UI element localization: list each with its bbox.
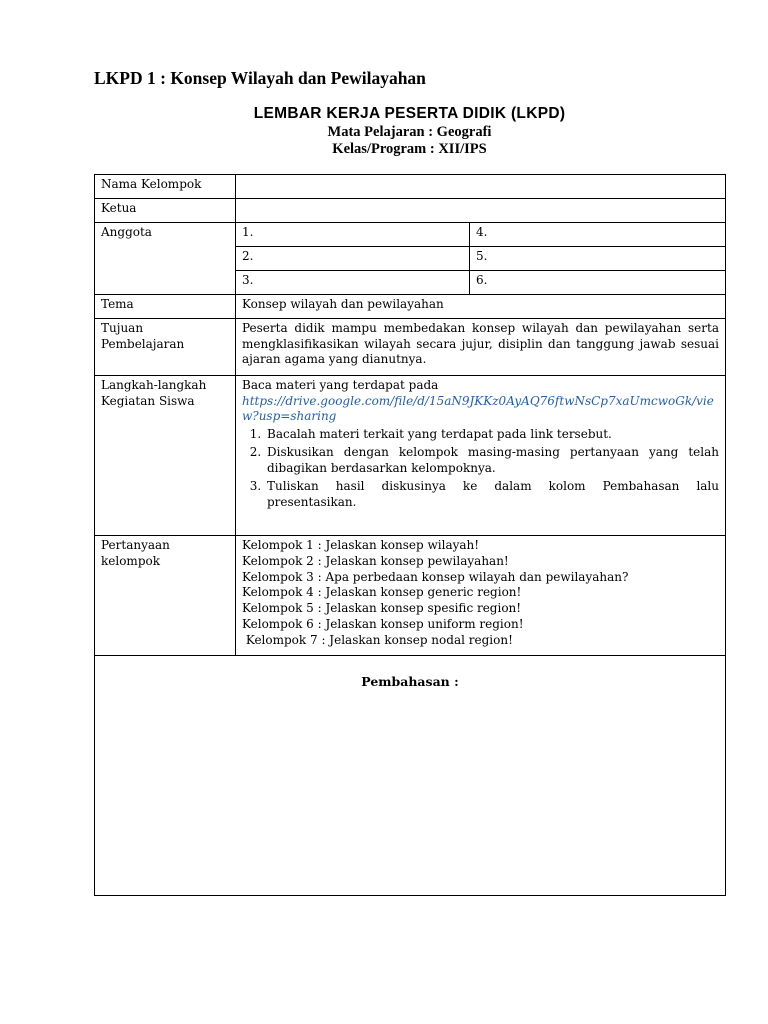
table-row bbox=[95, 536, 726, 656]
tema-value: Konsep wilayah dan pewilayahan bbox=[236, 295, 726, 319]
tema-label: Tema bbox=[95, 295, 236, 319]
class-line: Kelas/Program : XII/IPS bbox=[332, 141, 487, 157]
list-item: 2. Diskusikan dengan kelompok masing-masing pertanyaan yang telah dibagikan berdasarkan kelompoknya. bbox=[265, 445, 719, 476]
anggota-slot-1[interactable]: 1. bbox=[236, 223, 470, 247]
anggota-label: Anggota bbox=[95, 223, 236, 295]
list-item: 1. Bacalah materi terkait yang terdapat pada link tersebut. bbox=[265, 427, 719, 443]
ketua-label: Ketua bbox=[95, 199, 236, 223]
anggota-slot-3[interactable]: 3. bbox=[236, 271, 470, 295]
table-row bbox=[95, 175, 726, 199]
anggota-slot-2[interactable]: 2. bbox=[236, 247, 470, 271]
pembahasan-title: Pembahasan : bbox=[361, 674, 459, 689]
pembahasan-cell[interactable] bbox=[95, 656, 726, 896]
anggota-slot-6[interactable]: 6. bbox=[470, 271, 726, 295]
materi-link[interactable]: https://drive.google.com/file/d/15aN9JKKz0AyAQ76ftwNsCp7xaUmcwoGk/view?usp=sharing bbox=[242, 393, 714, 423]
worksheet-table bbox=[94, 174, 726, 896]
question-item: Kelompok 5 : Jelaskan konsep spesific region! bbox=[242, 601, 522, 616]
question-item: Kelompok 6 : Jelaskan konsep uniform region! bbox=[242, 616, 524, 631]
table-row bbox=[95, 376, 726, 536]
table-row bbox=[95, 223, 726, 247]
tujuan-value: Peserta didik mampu membedakan konsep wilayah dan pewilayahan serta mengklasifikasikan wilayah secara jujur, disiplin dan tanggung jawab sesuai ajaran agama yang dianutnya. bbox=[236, 319, 726, 376]
anggota-slot-4[interactable]: 4. bbox=[470, 223, 726, 247]
question-item: Kelompok 1 : Jelaskan konsep wilayah! bbox=[242, 538, 480, 552]
question-item: Kelompok 4 : Jelaskan konsep generic region! bbox=[242, 585, 522, 600]
subject-line: Mata Pelajaran : Geografi bbox=[327, 124, 492, 140]
table-row bbox=[95, 319, 726, 376]
nama-kelompok-field[interactable] bbox=[236, 175, 726, 199]
anggota-slot-5[interactable]: 5. bbox=[470, 247, 726, 271]
tujuan-label: Tujuan Pembelajaran bbox=[95, 319, 236, 376]
pertanyaan-cell bbox=[236, 536, 726, 656]
table-row bbox=[95, 199, 726, 223]
title-block bbox=[94, 104, 725, 158]
langkah-label: Langkah-langkah Kegiatan Siswa bbox=[95, 376, 236, 536]
table-row bbox=[95, 656, 726, 896]
nama-kelompok-label: Nama Kelompok bbox=[95, 175, 236, 199]
question-item: Kelompok 3 : Apa perbedaan konsep wilayah dan pewilayahan? bbox=[242, 569, 629, 584]
langkah-cell bbox=[236, 376, 726, 536]
list-item: 3. Tuliskan hasil diskusinya ke dalam kolom Pembahasan lalu presentasikan. bbox=[265, 479, 719, 510]
table-row bbox=[95, 295, 726, 319]
question-item: Kelompok 7 : Jelaskan konsep nodal region! bbox=[242, 632, 513, 647]
langkah-steps-list bbox=[242, 427, 719, 511]
pertanyaan-label: Pertanyaan kelompok bbox=[95, 536, 236, 656]
worksheet-title: LEMBAR KERJA PESERTA DIDIK (LKPD) bbox=[253, 105, 566, 122]
langkah-intro: Baca materi yang terdapat pada bbox=[242, 378, 439, 392]
document-heading: LKPD 1 : Konsep Wilayah dan Pewilayahan bbox=[94, 68, 426, 88]
ketua-field[interactable] bbox=[236, 199, 726, 223]
question-item: Kelompok 2 : Jelaskan konsep pewilayahan! bbox=[242, 553, 509, 568]
